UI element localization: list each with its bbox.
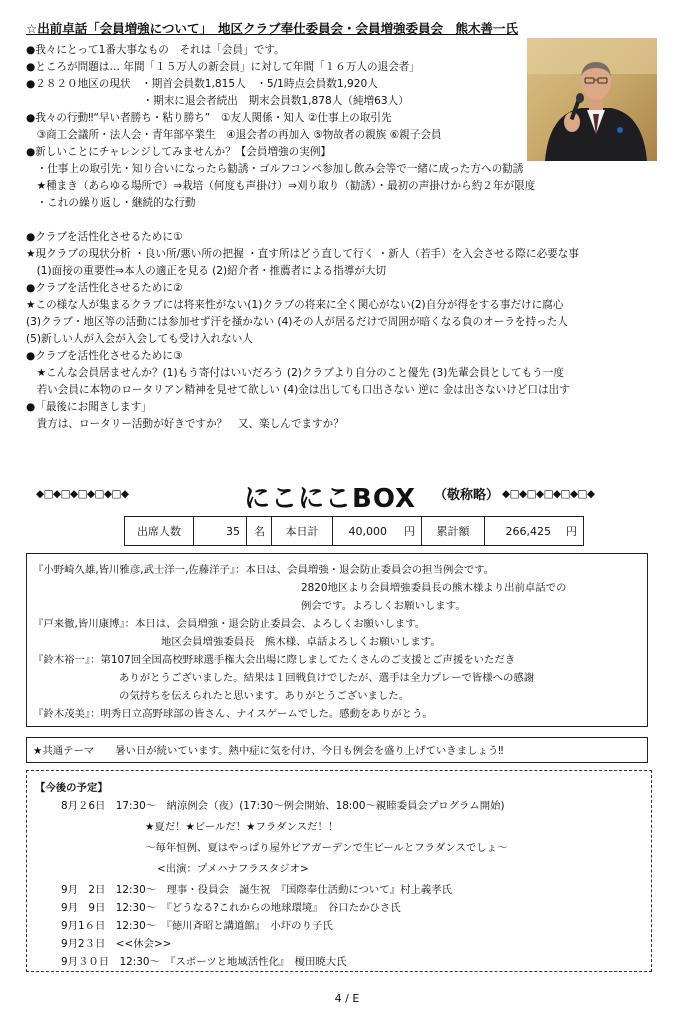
summary-line: ★種まき（あらゆる場所で）⇒栽培（何度も声掛け）⇒刈り取り（勧誘）・最初の声掛けから約２年が限度 [26, 180, 536, 192]
summary-line: ●クラブを活性化させるために③ [26, 350, 183, 362]
attendance-value: 35 [194, 517, 247, 546]
summary-line: 若い会員に本物のロータリアン精神を見せて欲しい (4)金は出しても口出さない 逆に 金は出さないけど口は出す [26, 384, 570, 396]
message-line: 『鈴木茂美』：明秀日立高野球部の皆さん、ナイスゲームでした。感動をありがとう。 [33, 708, 433, 720]
honorifics-note: （敬称略） [434, 488, 500, 503]
message-line: 例会です。よろしくお願いします。 [301, 600, 466, 612]
attendance-label: 出席人数 [125, 517, 194, 546]
page-title: ☆出前卓話「会員増強について」 地区クラブ奉仕委員会・会員増強委員会 熊木善一氏 [26, 21, 518, 36]
summary-line [26, 212, 526, 229]
nikoniko-box-header [30, 480, 670, 514]
message-line: 『戸来徹,皆川康博』：本日は、会員増強・退会防止委員会、よろしくお願いします。 [33, 618, 426, 630]
summary-line: ★こんな会員居ませんか？(1)もう寄付はいいだろう (2)クラブより自分のこと優先 (3)先輩会員としてもう一度 [26, 367, 564, 379]
message-line: の気持ちを伝えられたと思います。ありがとうございました。 [119, 690, 410, 702]
speaker-photo [527, 38, 657, 161]
summary-line: ●クラブを活性化させるために② [26, 282, 183, 294]
summary-line: ★この様な人が集まるクラブには将来性がない(1)クラブの将来に全く関心がない(2)自分が得をする事だけに腐心 [26, 299, 564, 311]
total-value: 266,425 [485, 517, 558, 546]
summary-line: ★現クラブの現状分析 ・良い所/悪い所の把握 ・直す所はどう直して行く ・新人（若手）を入会させる際に必要な事 [26, 248, 579, 260]
summary-line: (3)クラブ・地区等の活動には参加せず汗を掻かない (4)その人が居るだけで周囲が暗くなる負のオーラを持った人 [26, 316, 568, 328]
total-label: 累計額 [422, 517, 485, 546]
schedule-line: 9月 2日 12:30～ 理事・役員会 誕生祝 『国際奉仕活動について』村上義孝氏 [61, 884, 453, 896]
schedule-line: <出演：プメハナフラスタジオ> [157, 863, 309, 875]
member-messages-box [26, 553, 648, 727]
summary-line: ●新しいことにチャレンジしてみませんか？【会員増強の実例】 [26, 146, 332, 158]
message-line: 『小野崎久雄,皆川雅彦,武士洋一,佐藤洋子』：本日は、会員増強・退会防止委員会の担当例会です。 [33, 564, 495, 576]
summary-line: (5)新しい人が入会が入会しても受け入れない人 [26, 333, 253, 345]
today-value: 40,000 [333, 517, 394, 546]
summary-line: ・期末に退会者続出 期末会員数1,878人（純増63人） [26, 95, 409, 107]
page-number: 4 / E [334, 992, 360, 1005]
message-line: 2820地区より会員増強委員長の熊木様より出前卓話での [301, 582, 567, 594]
common-theme-text: ★共通テーマ 暑い日が続いています。熱中症に気を付け、今日も例会を盛り上げていきましょう‼ [33, 745, 504, 757]
today-unit: 円 [393, 517, 422, 546]
donation-stats-table [124, 516, 584, 546]
message-line: 『鈴木裕一』：第107回全国高校野球選手権大会出場に際しましてたくさんのご支援とご声援をいただき [33, 654, 516, 666]
schedule-box [26, 770, 652, 972]
schedule-heading: 【今後の予定】 [35, 782, 108, 794]
message-line: 地区会員増強委員長 熊木様、卓話よろしくお願いします。 [161, 636, 441, 648]
summary-line: (1)面接の重要性⇒本人の適正を見る (2)紹介者・推薦者による指導が大切 [26, 265, 387, 277]
schedule-line: ★夏だ！★ビールだ！★フラダンスだ！！ [145, 821, 339, 833]
schedule-line: 9月 9日 12:30～ 『どうなる?これからの地球環境』 谷口たかひさ氏 [61, 902, 401, 914]
summary-line: ●２８２０地区の現状 ・期首会員数1,815人 ・5/1時点会員数1,920人 [26, 78, 378, 90]
summary-line: 貴方は、ロータリー活動が好きですか？ 又、楽しんでますか？ [26, 418, 344, 430]
summary-line: ・これの繰り返し・継続的な行動 [26, 197, 196, 209]
summary-line: ●我々の行動‼“早い者勝ち・粘り勝ち” ①友人関係・知人 ②仕事上の取引先 [26, 112, 392, 124]
nikoniko-box-logo: にこにこBOX [244, 484, 417, 514]
summary-line: ●我々にとって1番大事なもの それは「会員」です。 [26, 44, 285, 56]
today-label: 本日計 [272, 517, 333, 546]
attendance-unit: 名 [247, 517, 272, 546]
summary-line: ③商工会議所・法人会・青年部卒業生 ④退会者の再加入 ⑤物故者の親族 ⑥親子会員 [26, 129, 442, 141]
summary-line: ・仕事上の取引先・知り合いになったら勧誘・ゴルフコンペ参加し飲み会等で一緒に成った方への勧誘 [26, 163, 524, 175]
summary-line: ●クラブを活性化させるために① [26, 231, 183, 243]
summary-line: ●「最後にお聞きします」 [26, 401, 152, 413]
decorative-diamonds: ◆□◆□◆□◆□◆□◆ [502, 488, 595, 500]
summary-line: ●ところが問題は… 年間「１５万人の新会員」に対して年間「１６万人の退会者」 [26, 61, 420, 73]
schedule-line: 9月1６日 12:30～ 『徳川斉昭と講道館』 小圷のり子氏 [61, 920, 333, 932]
total-unit: 円 [557, 517, 584, 546]
message-line: ありがとうございました。結果は１回戦負けでしたが、選手は全力プレーで皆様への感謝 [119, 672, 535, 684]
talk-summary [26, 42, 579, 433]
decorative-diamonds: ◆□◆□◆□◆□◆□◆ [36, 488, 129, 500]
schedule-line: ～毎年恒例、夏はやっぱり屋外ビアガーデンで生ビールとフラダンスでしょ～ [145, 842, 508, 854]
schedule-line: 9月３０日 12:30～ 『スポーツと地域活性化』 榎田暁大氏 [61, 956, 347, 968]
schedule-line: 9月2３日 <<休会>> [61, 938, 172, 950]
common-theme-box [26, 737, 648, 763]
schedule-line: 8月２6日 17:30～ 納涼例会（夜）(17:30～例会開始、18:00～親睦委員会プログラム開始) [61, 800, 505, 812]
